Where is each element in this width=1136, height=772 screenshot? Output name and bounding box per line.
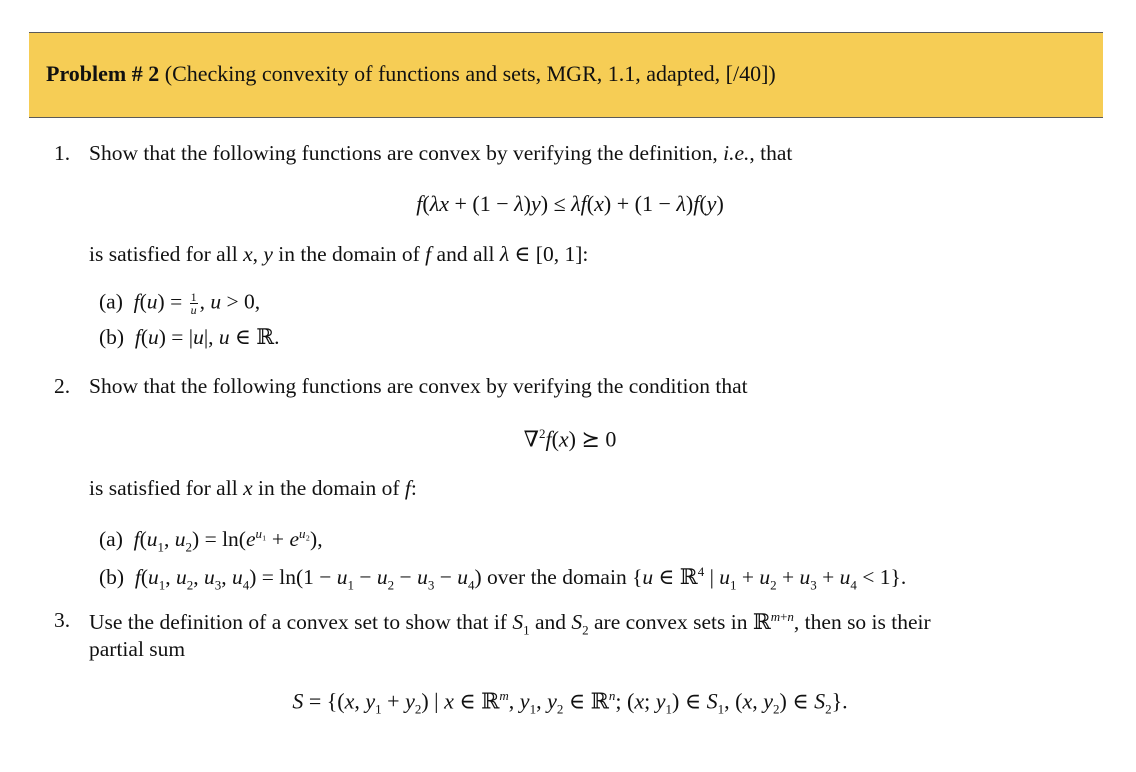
problem-label: Problem # 2 bbox=[46, 61, 160, 86]
item-1a: (a) f(u) = $\frac{1}{u}$ , u > 0, bbox=[99, 289, 261, 317]
item-2a-label: (a) bbox=[99, 527, 123, 552]
item-3-equation: S = {(x, $y_1 + y_2$) | x ∈ ℝ$^m$, $y_1$, $y_2$ ∈ ℝ$^n$; (x; $y_1$) ∈ $S_1$, (x, $y_2$) ∈ $S_2$}. bbox=[292, 688, 848, 717]
problem-subtitle: (Checking convexity of functions and sets, MGR, 1.1, adapted, [/40]) bbox=[164, 61, 776, 86]
item-2a: (a) $f(u_1$, $u_2) = \ln(e^{u_1} + e^{u_2})$, bbox=[99, 526, 323, 555]
item-2-intro: Show that the following functions are convex by verifying the condition that bbox=[89, 374, 748, 398]
item-1a-label: (a) bbox=[99, 289, 123, 314]
item-2b: (b) $f(u_1$, $u_2$, $u_3$, $u_4) = \ln(1 - u_1 - u_2 - u_3 - u_4)$ over the domain {u ∈ ℝ$^4$ | $u_1 + u_2 + u_3 + u_4 < 1$}. bbox=[99, 564, 907, 593]
item-2-equation: ∇$^2$f(x) ⪰ 0 bbox=[523, 426, 617, 452]
item-3-intro-line1: Use the definition of a convex set to show that if $S_1$ and $S_2$ are convex sets in ℝ$^{m+n}$, then so is their bbox=[89, 609, 931, 638]
item-2-number: 2. bbox=[54, 374, 71, 398]
fraction-one-over-u: $\frac{1}{u}$ bbox=[190, 290, 197, 317]
item-1-number: 1. bbox=[54, 141, 71, 165]
item-2-condition: is satisfied for all x in the domain of f: bbox=[89, 476, 417, 500]
problem-header bbox=[29, 32, 1103, 118]
problem-title bbox=[46, 61, 776, 87]
item-1b: (b) f(u) = |u|, u ∈ ℝ. bbox=[99, 325, 280, 349]
item-3-intro-line2: partial sum bbox=[89, 637, 186, 661]
item-1-equation: f(λx + (1 − λ)y) ≤ λf(x) + (1 − λ)f(y) bbox=[416, 191, 724, 216]
item-1-condition: is satisfied for all x, y in the domain of f and all λ ∈ [0, 1]: bbox=[89, 242, 589, 266]
item-1-intro: Show that the following functions are convex by verifying the definition, i.e., that bbox=[89, 141, 793, 165]
item-1b-label: (b) bbox=[99, 325, 125, 349]
item-2b-label: (b) bbox=[99, 565, 125, 590]
item-3-number: 3. bbox=[54, 608, 71, 632]
